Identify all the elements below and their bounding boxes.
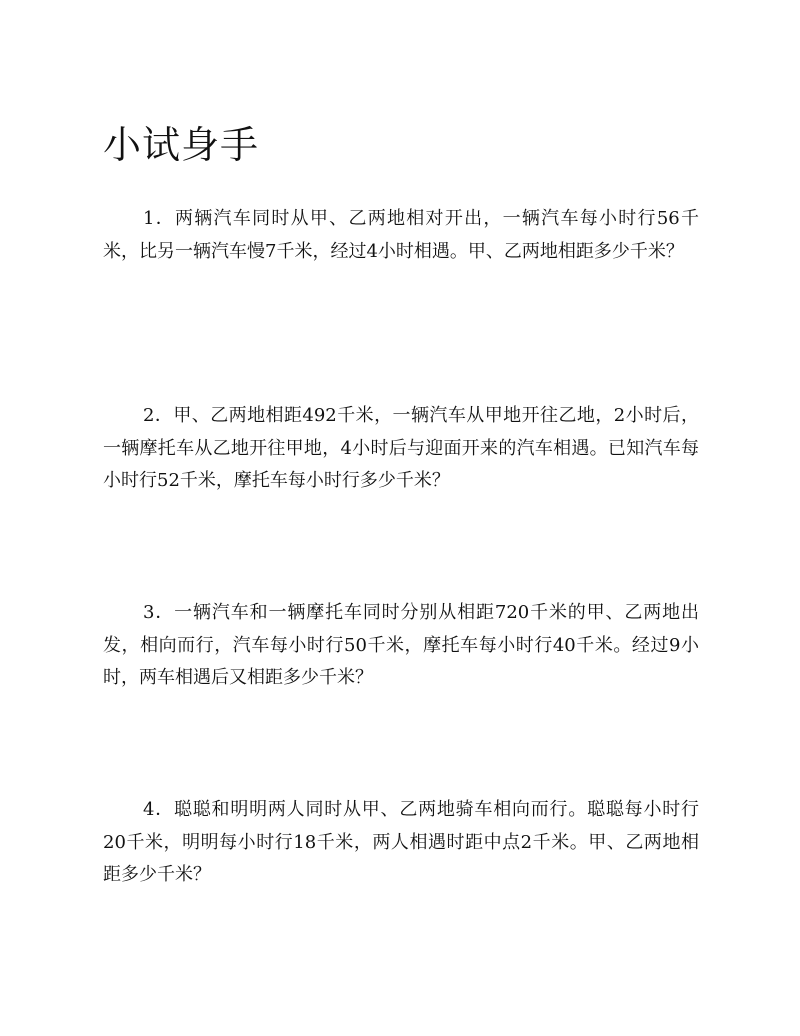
problem-1: 1．两辆汽车同时从甲、乙两地相对开出，一辆汽车每小时行56千米，比另一辆汽车慢7千米，经过4小时相遇。甲、乙两地相距多少千米？ xyxy=(103,208,699,262)
problem-4: 4．聪聪和明明两人同时从甲、乙两地骑车相向而行。聪聪每小时行20千米，明明每小时行18千米，两人相遇时距中点2千米。甲、乙两地相距多少千米？ xyxy=(103,799,699,885)
page-title: 小试身手 xyxy=(103,123,260,167)
problem-3: 3．一辆汽车和一辆摩托车同时分别从相距720千米的甲、乙两地出发，相向而行，汽车每小时行50千米，摩托车每小时行40千米。经过9小时，两车相遇后又相距多少千米？ xyxy=(103,602,699,688)
problem-2: 2．甲、乙两地相距492千米，一辆汽车从甲地开往乙地，2小时后，一辆摩托车从乙地开往甲地，4小时后与迎面开来的汽车相遇。已知汽车每小时行52千米，摩托车每小时行多少千米？ xyxy=(103,405,699,491)
